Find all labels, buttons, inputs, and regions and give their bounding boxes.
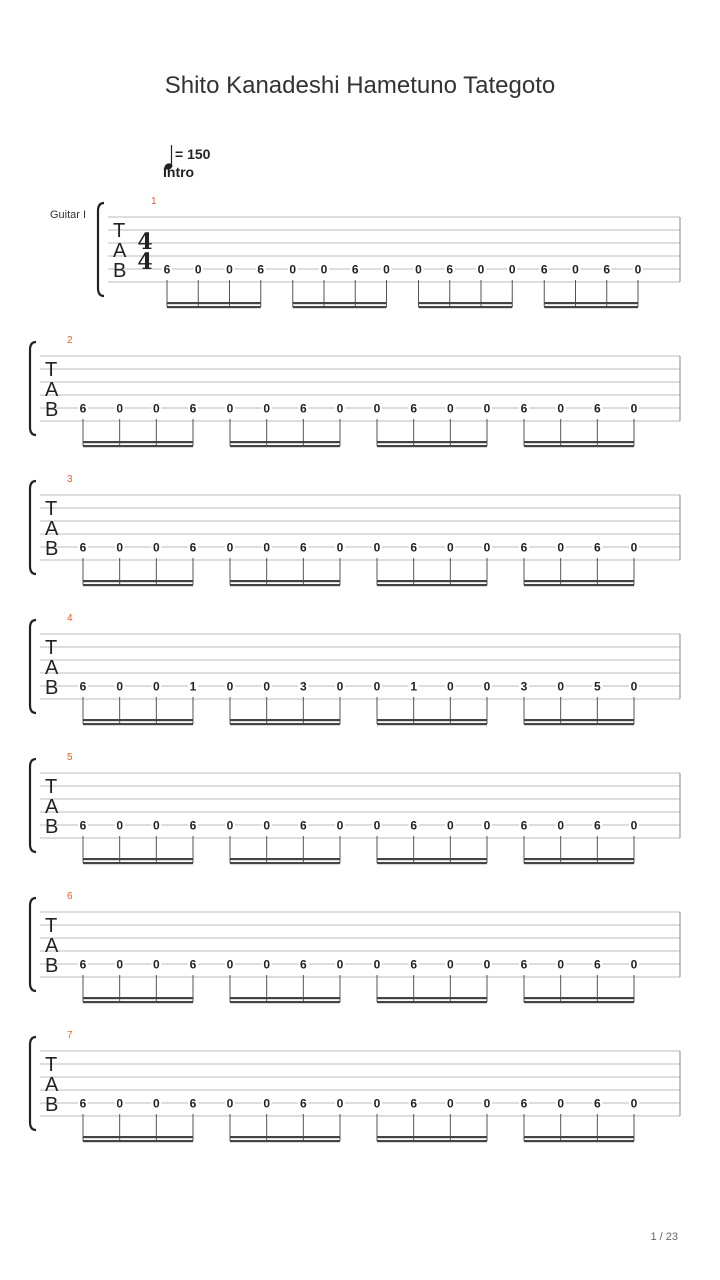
fret-number: 6 — [520, 818, 528, 833]
fret-number: 0 — [483, 401, 491, 416]
tab-clef-letter: A — [45, 935, 59, 957]
tab-clef-letter: B — [45, 955, 59, 977]
fret-number: 0 — [630, 818, 638, 833]
sixteenth-beam — [83, 441, 193, 443]
fret-number: 3 — [520, 679, 528, 694]
fret-number: 0 — [634, 262, 642, 277]
fret-number: 0 — [116, 818, 124, 833]
fret-number: 6 — [446, 262, 454, 277]
sixteenth-beam — [230, 441, 340, 443]
fret-number: 0 — [508, 262, 516, 277]
tab-clef-letter: A — [113, 240, 127, 262]
tab-clef-letter: A — [45, 518, 59, 540]
fret-number: 6 — [410, 957, 418, 972]
fret-number: 0 — [336, 1096, 344, 1111]
fret-number: 0 — [483, 540, 491, 555]
fret-number: 0 — [483, 679, 491, 694]
fret-number: 0 — [557, 957, 565, 972]
fret-number: 6 — [163, 262, 171, 277]
sixteenth-beam — [377, 858, 487, 860]
sixteenth-beam — [524, 1001, 634, 1003]
fret-number: 6 — [410, 540, 418, 555]
sixteenth-beam — [230, 580, 340, 582]
sixteenth-beam — [230, 1136, 340, 1138]
fret-number: 6 — [79, 401, 87, 416]
sixteenth-beam — [83, 862, 193, 864]
fret-number: 6 — [189, 540, 197, 555]
measure-number: 3 — [67, 474, 73, 485]
sixteenth-beam — [167, 306, 261, 308]
measure-number: 4 — [67, 613, 73, 624]
system-bracket — [30, 1037, 36, 1130]
fret-number: 0 — [116, 679, 124, 694]
fret-number: 0 — [630, 540, 638, 555]
page-number: 1 / 23 — [650, 1231, 678, 1243]
tab-clef-letter: T — [45, 776, 58, 798]
sixteenth-beam — [377, 997, 487, 999]
fret-number: 0 — [263, 401, 271, 416]
fret-number: 5 — [593, 679, 601, 694]
fret-number: 0 — [263, 679, 271, 694]
fret-number: 0 — [336, 957, 344, 972]
sixteenth-beam — [83, 719, 193, 721]
system-bracket — [30, 759, 36, 852]
fret-number: 6 — [520, 540, 528, 555]
fret-number: 0 — [336, 401, 344, 416]
measure-number: 1 — [151, 196, 157, 207]
tab-clef-letter: A — [45, 796, 59, 818]
fret-number: 6 — [299, 1096, 307, 1111]
fret-number: 0 — [152, 401, 160, 416]
sixteenth-beam — [230, 1140, 340, 1142]
fret-number: 0 — [557, 818, 565, 833]
fret-number: 0 — [116, 401, 124, 416]
sixteenth-beam — [230, 1001, 340, 1003]
system-bracket — [30, 481, 36, 574]
tempo-marking: = 150 — [175, 146, 211, 162]
fret-number: 6 — [79, 957, 87, 972]
fret-number: 0 — [415, 262, 422, 277]
sixteenth-beam — [377, 1136, 487, 1138]
sixteenth-beam — [524, 997, 634, 999]
fret-number: 6 — [299, 818, 307, 833]
tab-clef-letter: A — [45, 657, 59, 679]
fret-number: 0 — [263, 540, 271, 555]
sixteenth-beam — [524, 445, 634, 447]
fret-number: 0 — [263, 957, 271, 972]
sixteenth-beam — [377, 1140, 487, 1142]
sixteenth-beam — [524, 719, 634, 721]
tab-clef-letter: T — [45, 498, 58, 520]
tab-clef-letter: A — [45, 379, 59, 401]
fret-number: 0 — [446, 957, 454, 972]
fret-number: 0 — [446, 540, 454, 555]
fret-number: 6 — [79, 679, 87, 694]
fret-number: 0 — [226, 679, 234, 694]
fret-number: 6 — [520, 1096, 528, 1111]
fret-number: 0 — [373, 818, 381, 833]
fret-number: 0 — [336, 679, 344, 694]
fret-number: 6 — [603, 262, 611, 277]
time-signature-numerator: 4 — [137, 229, 153, 255]
section-label: Intro — [163, 164, 195, 180]
fret-number: 0 — [572, 262, 579, 277]
fret-number: 0 — [263, 818, 271, 833]
fret-number: 6 — [410, 1096, 418, 1111]
fret-number: 6 — [410, 401, 418, 416]
fret-number: 0 — [557, 679, 565, 694]
sixteenth-beam — [419, 302, 513, 304]
fret-number: 6 — [593, 1096, 601, 1111]
fret-number: 0 — [483, 818, 491, 833]
sixteenth-beam — [83, 580, 193, 582]
fret-number: 0 — [320, 262, 328, 277]
measure-number: 6 — [67, 891, 73, 902]
sixteenth-beam — [230, 719, 340, 721]
sixteenth-beam — [377, 723, 487, 725]
tab-clef-letter: T — [45, 637, 58, 659]
score-title: Shito Kanadeshi Hametuno Tategoto — [164, 72, 556, 99]
fret-number: 0 — [226, 540, 234, 555]
sixteenth-beam — [524, 1140, 634, 1142]
fret-number: 0 — [373, 540, 381, 555]
sixteenth-beam — [83, 1136, 193, 1138]
fret-number: 0 — [373, 957, 381, 972]
system-bracket — [30, 342, 36, 435]
sixteenth-beam — [524, 858, 634, 860]
fret-number: 0 — [630, 679, 638, 694]
measure-number: 5 — [67, 752, 73, 763]
fret-number: 6 — [189, 957, 197, 972]
fret-number: 6 — [593, 401, 601, 416]
fret-number: 0 — [263, 1096, 271, 1111]
tab-clef-letter: B — [45, 399, 59, 421]
sixteenth-beam — [524, 580, 634, 582]
tab-clef-letter: T — [45, 359, 58, 381]
fret-number: 3 — [299, 679, 307, 694]
sixteenth-beam — [377, 445, 487, 447]
tab-clef-letter: B — [45, 677, 59, 699]
tab-clef-letter: T — [45, 1054, 58, 1076]
sixteenth-beam — [293, 306, 387, 308]
fret-number: 0 — [289, 262, 297, 277]
sixteenth-beam — [377, 862, 487, 864]
fret-number: 0 — [483, 1096, 491, 1111]
tab-clef-letter: B — [45, 538, 59, 560]
fret-number: 1 — [410, 679, 418, 694]
sixteenth-beam — [293, 302, 387, 304]
fret-number: 0 — [483, 957, 491, 972]
sixteenth-beam — [377, 1001, 487, 1003]
tab-clef-letter: B — [45, 816, 59, 838]
tab-clef-letter: T — [45, 915, 58, 937]
fret-number: 0 — [152, 540, 160, 555]
sixteenth-beam — [419, 306, 513, 308]
instrument-label: Guitar I — [50, 209, 87, 221]
fret-number: 0 — [373, 401, 381, 416]
system-bracket — [30, 620, 36, 713]
fret-number: 0 — [446, 818, 454, 833]
fret-number: 0 — [152, 679, 160, 694]
sixteenth-beam — [230, 997, 340, 999]
fret-number: 0 — [226, 818, 234, 833]
fret-number: 0 — [116, 957, 124, 972]
sixteenth-beam — [230, 862, 340, 864]
fret-number: 0 — [557, 540, 565, 555]
fret-number: 0 — [557, 401, 565, 416]
measure-number: 7 — [67, 1030, 73, 1041]
fret-number: 0 — [630, 957, 638, 972]
sixteenth-beam — [377, 584, 487, 586]
fret-number: 0 — [630, 1096, 638, 1111]
system-bracket — [30, 898, 36, 991]
fret-number: 6 — [593, 957, 601, 972]
fret-number: 0 — [194, 262, 202, 277]
fret-number: 6 — [520, 401, 528, 416]
sixteenth-beam — [377, 719, 487, 721]
fret-number: 6 — [299, 540, 307, 555]
sixteenth-beam — [524, 862, 634, 864]
sixteenth-beam — [83, 1140, 193, 1142]
fret-number: 0 — [446, 401, 454, 416]
fret-number: 0 — [226, 957, 234, 972]
fret-number: 1 — [189, 679, 197, 694]
sixteenth-beam — [83, 584, 193, 586]
tab-clef-letter: T — [113, 220, 126, 242]
sixteenth-beam — [230, 445, 340, 447]
sixteenth-beam — [83, 858, 193, 860]
sixteenth-beam — [83, 997, 193, 999]
fret-number: 6 — [79, 818, 87, 833]
fret-number: 0 — [152, 1096, 160, 1111]
fret-number: 6 — [520, 957, 528, 972]
fret-number: 6 — [299, 957, 307, 972]
sixteenth-beam — [83, 445, 193, 447]
sixteenth-beam — [524, 1136, 634, 1138]
sixteenth-beam — [83, 1001, 193, 1003]
fret-number: 6 — [189, 401, 197, 416]
fret-number: 6 — [189, 1096, 197, 1111]
sixteenth-beam — [524, 723, 634, 725]
fret-number: 0 — [630, 401, 638, 416]
fret-number: 6 — [79, 1096, 87, 1111]
sixteenth-beam — [167, 302, 261, 304]
fret-number: 0 — [336, 540, 344, 555]
fret-number: 0 — [446, 1096, 454, 1111]
fret-number: 0 — [446, 679, 454, 694]
tab-clef-letter: A — [45, 1074, 59, 1096]
fret-number: 0 — [336, 818, 344, 833]
fret-number: 6 — [79, 540, 87, 555]
sixteenth-beam — [524, 584, 634, 586]
fret-number: 0 — [383, 262, 390, 277]
measure-number: 2 — [67, 335, 73, 346]
fret-number: 0 — [226, 262, 233, 277]
fret-number: 0 — [226, 1096, 234, 1111]
sixteenth-beam — [230, 858, 340, 860]
fret-number: 0 — [477, 262, 485, 277]
tab-clef-letter: B — [45, 1094, 59, 1116]
sixteenth-beam — [544, 302, 638, 304]
sixteenth-beam — [83, 723, 193, 725]
fret-number: 0 — [557, 1096, 565, 1111]
fret-number: 6 — [540, 262, 548, 277]
tab-clef-letter: B — [113, 260, 127, 282]
fret-number: 0 — [116, 1096, 124, 1111]
fret-number: 6 — [189, 818, 197, 833]
fret-number: 0 — [152, 957, 160, 972]
sixteenth-beam — [377, 441, 487, 443]
fret-number: 6 — [593, 818, 601, 833]
fret-number: 0 — [116, 540, 124, 555]
fret-number: 0 — [373, 679, 381, 694]
sixteenth-beam — [544, 306, 638, 308]
fret-number: 0 — [152, 818, 160, 833]
fret-number: 0 — [226, 401, 234, 416]
fret-number: 6 — [593, 540, 601, 555]
fret-number: 6 — [257, 262, 265, 277]
sixteenth-beam — [230, 584, 340, 586]
sixteenth-beam — [230, 723, 340, 725]
fret-number: 0 — [373, 1096, 381, 1111]
system-bracket — [98, 203, 104, 296]
fret-number: 6 — [410, 818, 418, 833]
sixteenth-beam — [377, 580, 487, 582]
time-signature-denominator: 4 — [137, 249, 153, 275]
fret-number: 6 — [351, 262, 359, 277]
sixteenth-beam — [524, 441, 634, 443]
fret-number: 6 — [299, 401, 307, 416]
